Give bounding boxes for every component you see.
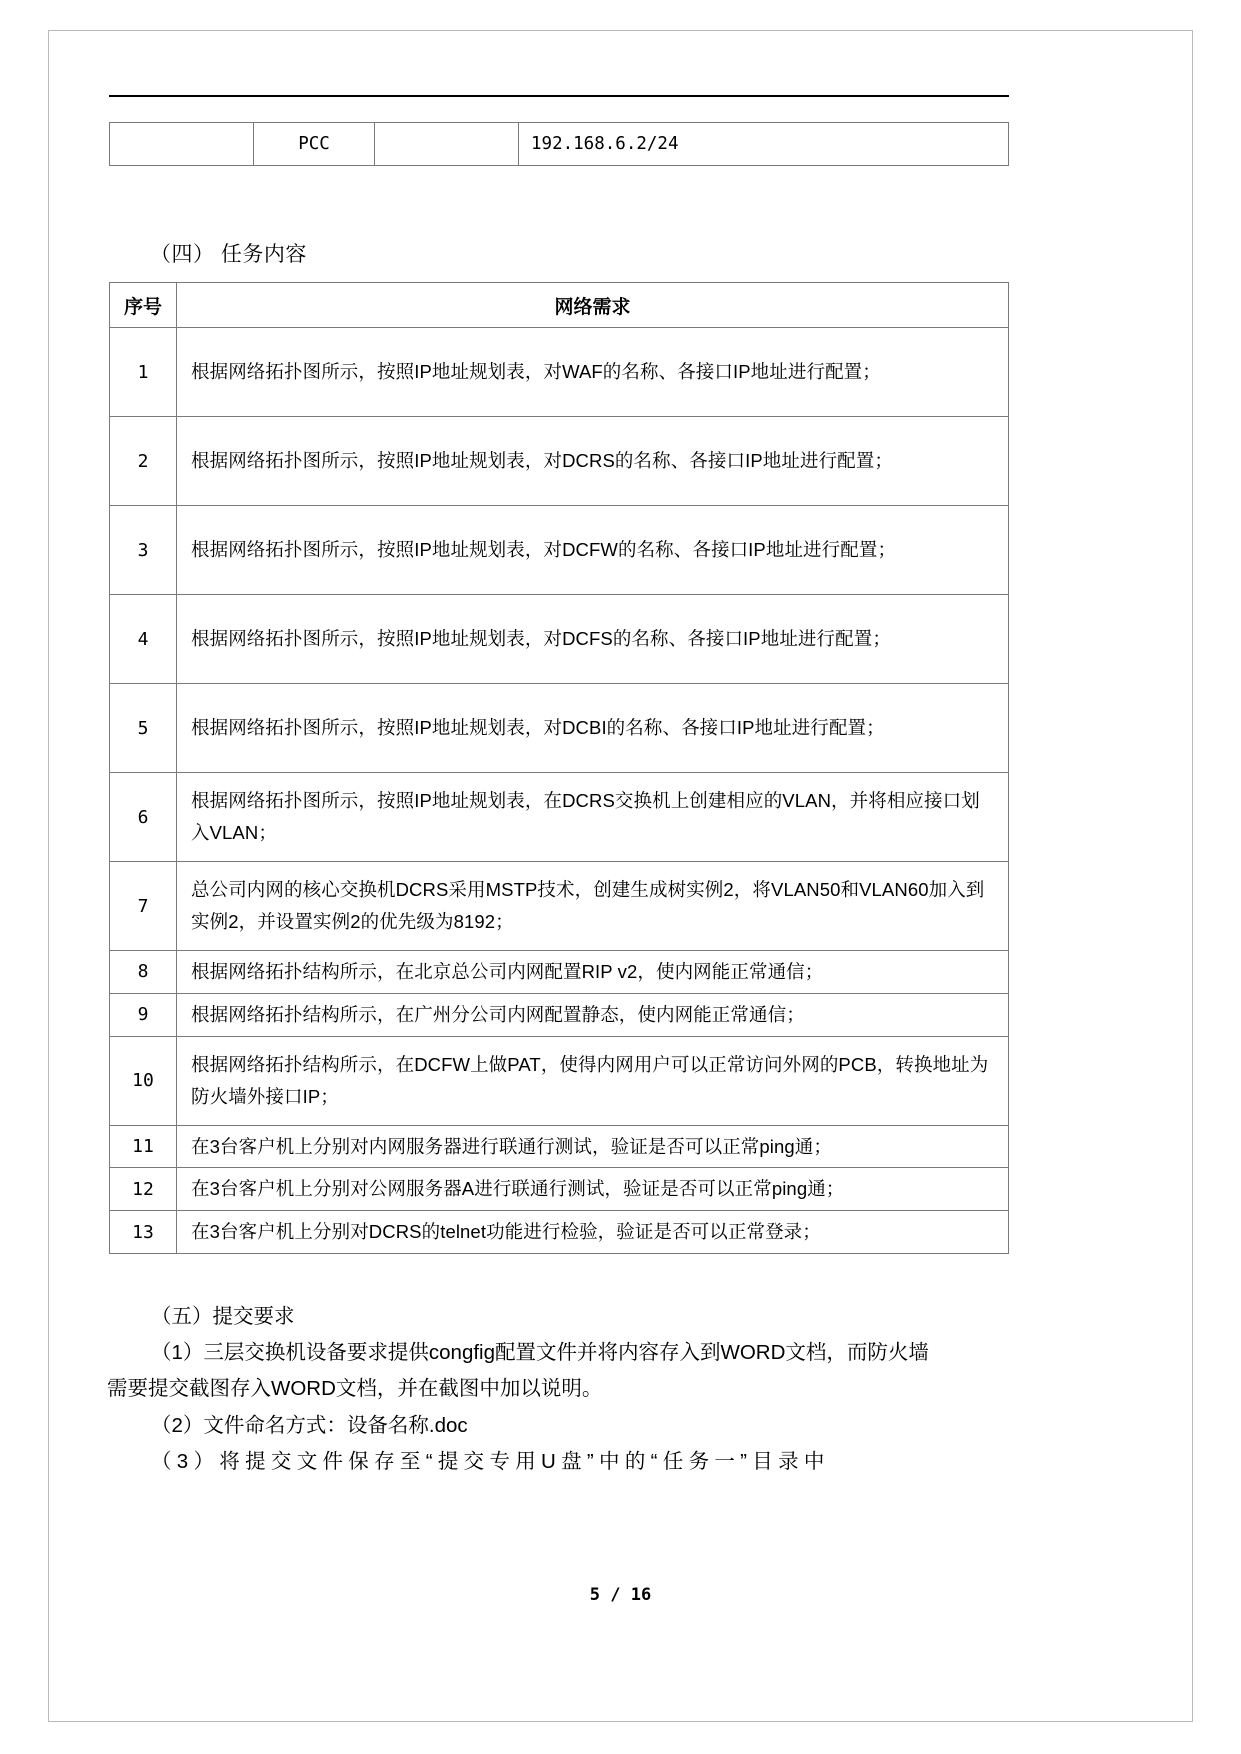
- row-sequence: 4: [110, 595, 177, 684]
- ip-plan-cell-device-name: PCC: [254, 123, 375, 166]
- row-sequence: 6: [110, 773, 177, 862]
- row-requirement-text: 根据网络拓扑图所示，按照IP地址规划表，对WAF的名称、各接口IP地址进行配置；: [177, 328, 1009, 417]
- ip-plan-cell-interface: [375, 123, 519, 166]
- row-requirement-text: 根据网络拓扑图所示，按照IP地址规划表，对DCRS的名称、各接口IP地址进行配置；: [177, 417, 1009, 506]
- row-sequence: 11: [110, 1125, 177, 1168]
- row-requirement-text: 根据网络拓扑图所示，按照IP地址规划表，对DCBI的名称、各接口IP地址进行配置；: [177, 684, 1009, 773]
- table-row: [110, 595, 1009, 684]
- row-requirement-text: 根据网络拓扑结构所示，在广州分公司内网配置静态，使内网能正常通信；: [177, 993, 1009, 1036]
- row-requirement-text: 根据网络拓扑图所示，按照IP地址规划表，对DCFS的名称、各接口IP地址进行配置；: [177, 595, 1009, 684]
- row-sequence: 2: [110, 417, 177, 506]
- row-sequence: 10: [110, 1036, 177, 1125]
- row-requirement-text: 根据网络拓扑结构所示，在北京总公司内网配置RIP v2，使内网能正常通信；: [177, 951, 1009, 994]
- section-five-heading: （五）提交要求: [151, 1305, 295, 1329]
- row-requirement-text: 根据网络拓扑图所示，按照IP地址规划表，在DCRS交换机上创建相应的VLAN，并将相应接口划入VLAN；: [177, 773, 1009, 862]
- table-row: [110, 417, 1009, 506]
- row-sequence: 1: [110, 328, 177, 417]
- submission-item-3: （3）将提交文件保存至“提交专用U盘”中的“任务一”目录中: [151, 1449, 830, 1473]
- table-row: [110, 1036, 1009, 1125]
- table-row: [110, 684, 1009, 773]
- submission-item-1-line-2: 需要提交截图存入WORD文档，并在截图中加以说明。: [107, 1377, 603, 1401]
- row-requirement-text: 在3台客户机上分别对DCRS的telnet功能进行检验，验证是否可以正常登录；: [177, 1211, 1009, 1254]
- row-requirement-text: 总公司内网的核心交换机DCRS采用MSTP技术，创建生成树实例2，将VLAN50和VLAN60加入到实例2，并设置实例2的优先级为8192；: [177, 862, 1009, 951]
- ip-plan-cell-device-group: [110, 123, 254, 166]
- row-sequence: 3: [110, 506, 177, 595]
- table-row: [110, 506, 1009, 595]
- table-header-row: [110, 283, 1009, 328]
- row-requirement-text: 在3台客户机上分别对公网服务器A进行联通行测试，验证是否可以正常ping通；: [177, 1168, 1009, 1211]
- row-requirement-text: 在3台客户机上分别对内网服务器进行联通行测试，验证是否可以正常ping通；: [177, 1125, 1009, 1168]
- section-four-heading: （四） 任务内容: [150, 243, 307, 266]
- table-row: [110, 951, 1009, 994]
- table-row: [110, 773, 1009, 862]
- table-row: [110, 328, 1009, 417]
- row-sequence: 7: [110, 862, 177, 951]
- table-row: [110, 862, 1009, 951]
- row-sequence: 12: [110, 1168, 177, 1211]
- page-content: [107, 95, 1012, 1481]
- column-header-sequence: 序号: [110, 283, 177, 328]
- section-five-block: [107, 1300, 1012, 1478]
- row-requirement-text: 根据网络拓扑结构所示，在DCFW上做PAT，使得内网用户可以正常访问外网的PCB，转换地址为防火墙外接口IP；: [177, 1036, 1009, 1125]
- table-row: [110, 1125, 1009, 1168]
- table-row: [110, 1168, 1009, 1211]
- header-divider-rule: [109, 95, 1009, 97]
- ip-plan-continued-table: [109, 122, 1009, 166]
- row-sequence: 8: [110, 951, 177, 994]
- row-sequence: 5: [110, 684, 177, 773]
- row-sequence: 13: [110, 1211, 177, 1254]
- column-header-requirement: 网络需求: [177, 283, 1009, 328]
- submission-item-2: （2）文件命名方式：设备名称.doc: [151, 1413, 468, 1437]
- row-sequence: 9: [110, 993, 177, 1036]
- submission-item-1-line-1: （1）三层交换机设备要求提供congfig配置文件并将内容存入到WORD文档，而防火墙: [151, 1341, 929, 1365]
- row-requirement-text: 根据网络拓扑图所示，按照IP地址规划表，对DCFW的名称、各接口IP地址进行配置；: [177, 506, 1009, 595]
- table-row: [110, 1211, 1009, 1254]
- table-row: [110, 123, 1009, 166]
- table-row: [110, 993, 1009, 1036]
- page-number-footer: 5 / 16: [589, 1585, 652, 1605]
- network-requirements-table: [109, 282, 1009, 1254]
- ip-plan-cell-address: 192.168.6.2/24: [519, 123, 1009, 166]
